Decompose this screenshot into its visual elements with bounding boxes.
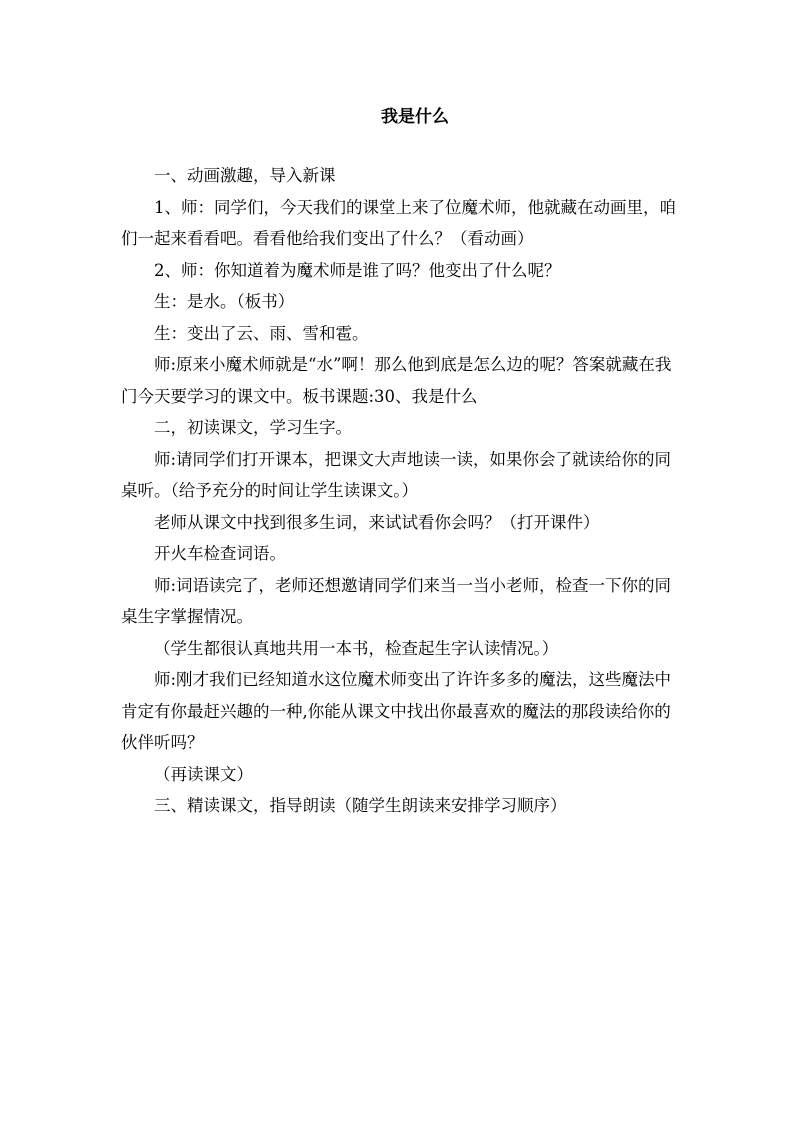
section-heading-1: 一、动画激趣，导入新课: [154, 166, 336, 185]
paragraph: 师:请同学们打开课本，把课文大声地读一读，如果你会了就读给你的同桌听。（给予充分的时间让学生读课文。）: [121, 449, 672, 500]
paragraph: 2、师：你知道着为魔术师是谁了吗？他变出了什么呢？: [154, 260, 561, 280]
paragraph: 生：是水。（板书）: [154, 292, 295, 311]
paragraph: （再读课文）: [154, 764, 253, 784]
document-title: 我是什么: [381, 107, 449, 127]
paragraph: 师:原来小魔术师就是“水”啊！那么他到底是怎么边的呢？答案就藏在我门今天要学习的课文中。板书课题:30、我是什么: [121, 355, 672, 406]
section-heading-2: 二，初读课文，学习生字。: [154, 418, 352, 437]
paragraph: 生：变出了云、雨、雪和雹。: [154, 323, 369, 343]
paragraph: 开火车检查词语。: [154, 544, 286, 563]
paragraph: 老师从课文中找到很多生词，来试试看你会吗？（打开课件）: [154, 512, 600, 532]
paragraph: 1、师：同学们，今天我们的课堂上来了位魔术师，他就藏在动画里，咱们一起来看看吧。看看他给我们变出了什么？（看动画）: [121, 197, 676, 248]
paragraph: （学生都很认真地共用一本书，检查起生字认读情况。）: [154, 638, 559, 658]
document-body: [121, 160, 681, 822]
section-heading-3: 三、精读课文，指导朗读（随学生朗读来安排学习顺序）: [154, 796, 567, 815]
paragraph: 师:刚才我们已经知道水这位魔术师变出了许许多多的魔法，这些魔法中肯定有你最赶兴趣的一种,你能从课文中找出你最喜欢的魔法的那段读给你的伙伴听吗？: [121, 670, 672, 752]
paragraph: 师:词语读完了，老师还想邀请同学们来当一当小老师，检查一下你的同桌生字掌握情况。: [121, 575, 672, 626]
